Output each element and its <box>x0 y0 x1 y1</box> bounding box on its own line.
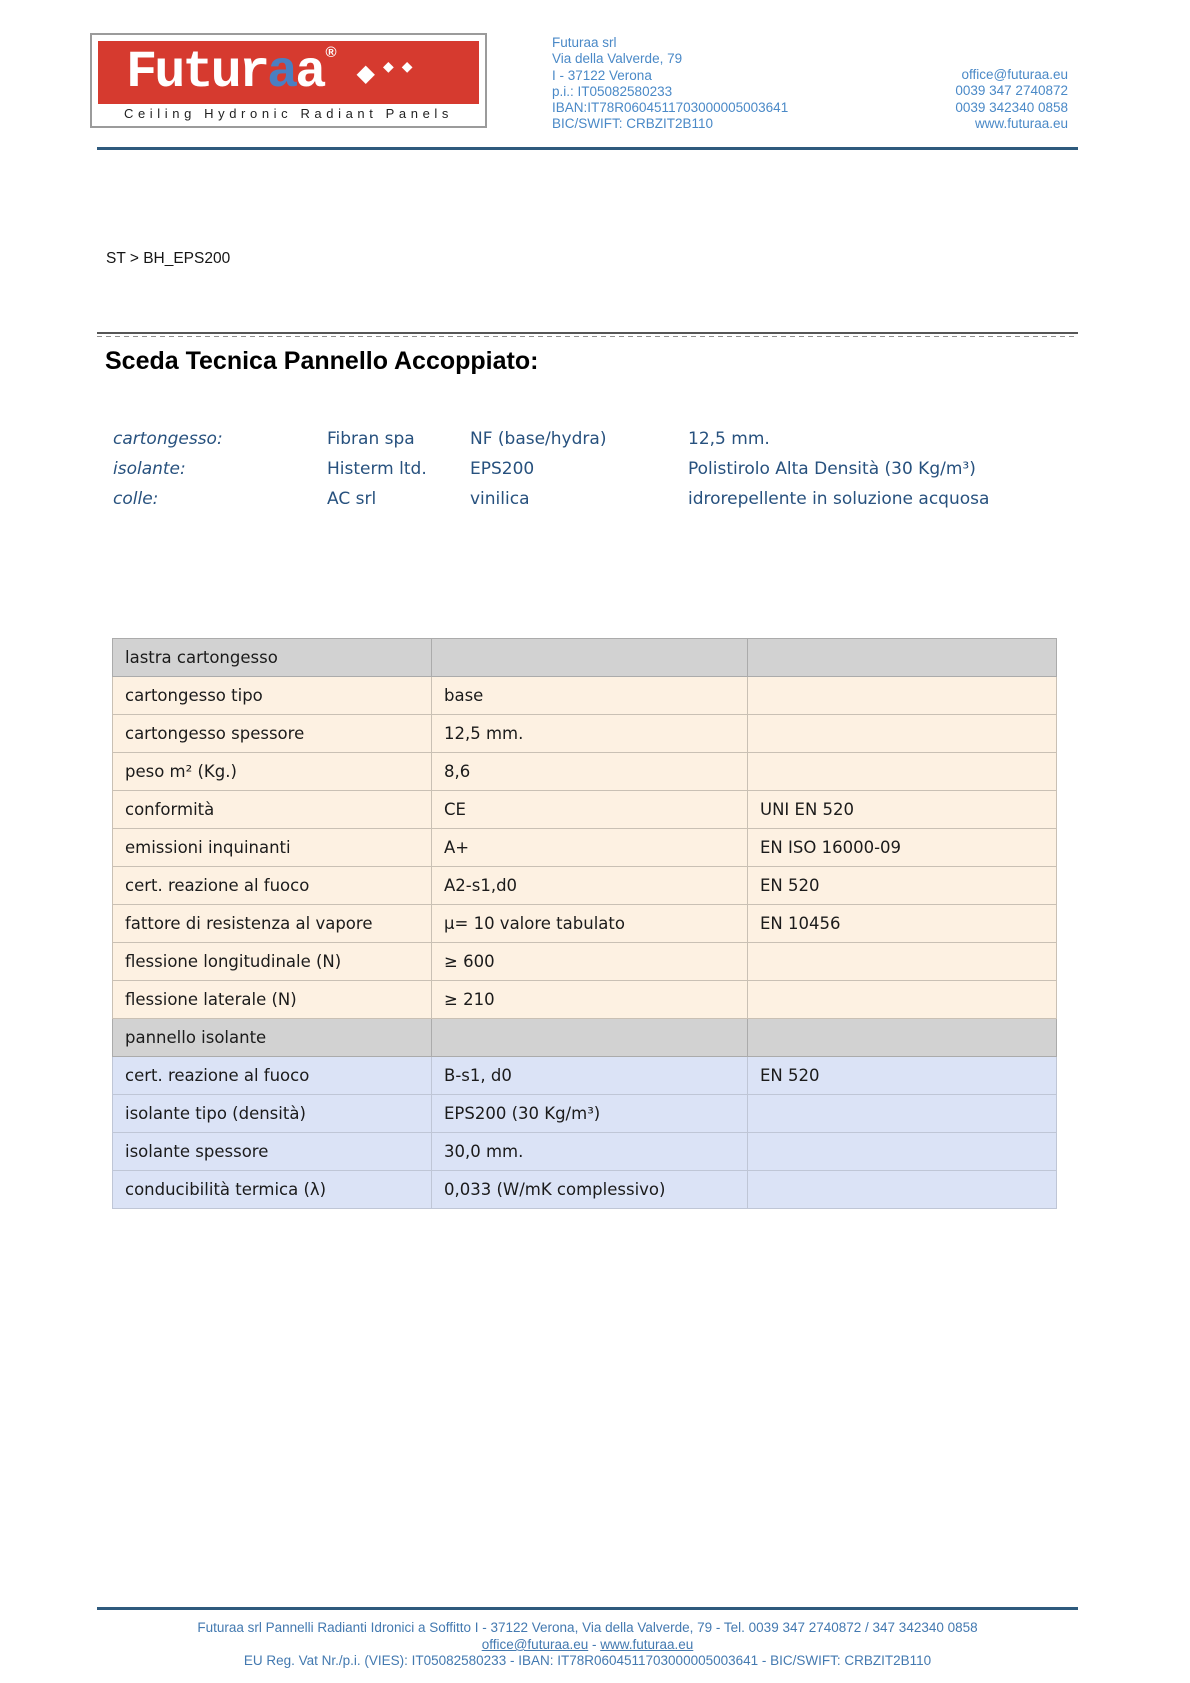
spec-name: flessione longitudinale (N) <box>113 943 432 981</box>
brand-wordmark <box>126 42 337 102</box>
technical-spec-table <box>112 638 1057 1209</box>
footer-divider <box>97 1607 1078 1610</box>
spec-value: CE <box>432 791 748 829</box>
spec-value: ≥ 600 <box>432 943 748 981</box>
summary-supplier: Fibran spa <box>327 429 415 449</box>
company-iban: IBAN:IT78R0604511703000005003641 <box>552 100 789 116</box>
summary-detail: Polistirolo Alta Densità (30 Kg/m³) <box>688 459 976 479</box>
spec-norm: EN ISO 16000-09 <box>748 829 1057 867</box>
spec-name: isolante tipo (densità) <box>113 1095 432 1133</box>
spec-name: cert. reazione al fuoco <box>113 867 432 905</box>
spec-norm: UNI EN 520 <box>748 791 1057 829</box>
summary-label: cartongesso: <box>113 429 223 449</box>
spec-value: µ= 10 valore tabulato <box>432 905 748 943</box>
company-bic: BIC/SWIFT: CRBZIT2B110 <box>552 116 714 132</box>
footer-vat-line: EU Reg. Vat Nr./p.i. (VIES): IT05082580233 - IBAN: IT78R0604511703000005003641 - BIC/SWIFT: CRBZIT2B110 <box>243 1653 932 1668</box>
table-cell <box>748 1019 1057 1057</box>
company-logo <box>90 33 487 128</box>
table-row <box>113 943 1057 981</box>
company-name: Futuraa srl <box>552 35 617 50</box>
spec-name: emissioni inquinanti <box>113 829 432 867</box>
company-street: Via della Valverde, 79 <box>552 51 683 67</box>
table-row <box>113 905 1057 943</box>
table-row <box>113 1171 1057 1209</box>
diamond-small-icon: ◆ <box>401 58 413 75</box>
spec-value: 8,6 <box>432 753 748 791</box>
summary-detail: 12,5 mm. <box>688 429 770 449</box>
spec-value: 30,0 mm. <box>432 1133 748 1171</box>
table-row <box>113 753 1057 791</box>
spec-norm <box>748 1095 1057 1133</box>
summary-row-colle <box>113 484 1043 514</box>
spec-norm <box>748 753 1057 791</box>
page-title: Sceda Tecnica Pannello Accoppiato: <box>105 347 539 375</box>
company-contact-block <box>955 67 1068 132</box>
logo-diamonds <box>356 58 413 87</box>
summary-detail: idrorepellente in soluzione acquosa <box>688 489 990 509</box>
summary-supplier: AC srl <box>327 489 377 509</box>
spec-value: EPS200 (30 Kg/m³) <box>432 1095 748 1133</box>
brand-text-blue: a <box>267 42 296 102</box>
summary-row-isolante <box>113 454 1043 484</box>
footer-link-separator: - <box>588 1637 601 1652</box>
summary-type: NF (base/hydra) <box>470 429 607 449</box>
table-row <box>113 867 1057 905</box>
company-city: I - 37122 Verona <box>552 67 652 83</box>
summary-type: EPS200 <box>470 459 535 479</box>
table-row <box>113 1057 1057 1095</box>
dashed-divider <box>97 332 1078 337</box>
company-phone-1: 0039 347 2740872 <box>955 83 1068 99</box>
material-summary <box>113 424 1043 514</box>
summary-type: vinilica <box>470 489 530 509</box>
table-row <box>113 1133 1057 1171</box>
summary-row-cartongesso <box>113 424 1043 454</box>
table-row <box>113 677 1057 715</box>
footer-links-line <box>97 1637 1078 1652</box>
logo-red-banner <box>98 41 479 104</box>
company-phone-2: 0039 342340 0858 <box>955 99 1068 115</box>
spec-name: isolante spessore <box>113 1133 432 1171</box>
logo-tagline: Ceiling Hydronic Radiant Panels <box>123 106 454 121</box>
spec-norm <box>748 1133 1057 1171</box>
table-row <box>113 1095 1057 1133</box>
spec-value: 0,033 (W/mK complessivo) <box>432 1171 748 1209</box>
spec-name: conducibilità termica (λ) <box>113 1171 432 1209</box>
footer-email-link[interactable]: office@futuraa.eu <box>481 1637 589 1652</box>
breadcrumb: ST > BH_EPS200 <box>106 250 231 267</box>
footer-address-line: Futuraa srl Pannelli Radianti Idronici a Soffitto I - 37122 Verona, Via della Valverde, 79 - Tel. 0039 347 2740872 / 347 342340 0858 <box>197 1620 978 1635</box>
spec-name: flessione laterale (N) <box>113 981 432 1019</box>
section-title: lastra cartongesso <box>113 639 432 677</box>
spec-norm: EN 10456 <box>748 905 1057 943</box>
company-vat: p.i.: IT05082580233 <box>552 83 673 99</box>
table-cell <box>432 1019 748 1057</box>
spec-norm <box>748 943 1057 981</box>
spec-norm <box>748 981 1057 1019</box>
spec-value: A+ <box>432 829 748 867</box>
brand-text-white-2: a <box>295 42 324 102</box>
spec-value: 12,5 mm. <box>432 715 748 753</box>
table-cell <box>748 639 1057 677</box>
company-email: office@futuraa.eu <box>961 67 1068 82</box>
spec-name: conformità <box>113 791 432 829</box>
section-row-lastra-cartongesso <box>113 639 1057 677</box>
spec-value: ≥ 210 <box>432 981 748 1019</box>
summary-label: isolante: <box>113 459 186 479</box>
section-row-pannello-isolante <box>113 1019 1057 1057</box>
summary-label: colle: <box>113 489 159 509</box>
table-row <box>113 829 1057 867</box>
company-address-block <box>552 35 788 133</box>
table-cell <box>432 639 748 677</box>
spec-norm: EN 520 <box>748 867 1057 905</box>
spec-name: cartongesso spessore <box>113 715 432 753</box>
spec-value: B-s1, d0 <box>432 1057 748 1095</box>
spec-norm <box>748 1171 1057 1209</box>
spec-norm <box>748 677 1057 715</box>
table-row <box>113 715 1057 753</box>
table-row <box>113 981 1057 1019</box>
spec-name: fattore di resistenza al vapore <box>113 905 432 943</box>
spec-name: cert. reazione al fuoco <box>113 1057 432 1095</box>
diamond-small-icon: ◆ <box>383 58 394 75</box>
summary-supplier: Histerm ltd. <box>327 459 427 479</box>
header-divider <box>97 147 1078 150</box>
registered-trademark-icon: ® <box>325 43 337 61</box>
spec-name: peso m² (Kg.) <box>113 753 432 791</box>
spec-name: cartongesso tipo <box>113 677 432 715</box>
spec-norm <box>748 715 1057 753</box>
spec-value: base <box>432 677 748 715</box>
section-title: pannello isolante <box>113 1019 432 1057</box>
company-website: www.futuraa.eu <box>974 115 1068 131</box>
diamond-large-icon: ◆ <box>356 58 375 87</box>
spec-norm: EN 520 <box>748 1057 1057 1095</box>
footer-website-link[interactable]: www.futuraa.eu <box>600 1637 694 1652</box>
table-row <box>113 791 1057 829</box>
spec-value: A2-s1,d0 <box>432 867 748 905</box>
brand-text-white-1: Futur <box>126 42 268 102</box>
